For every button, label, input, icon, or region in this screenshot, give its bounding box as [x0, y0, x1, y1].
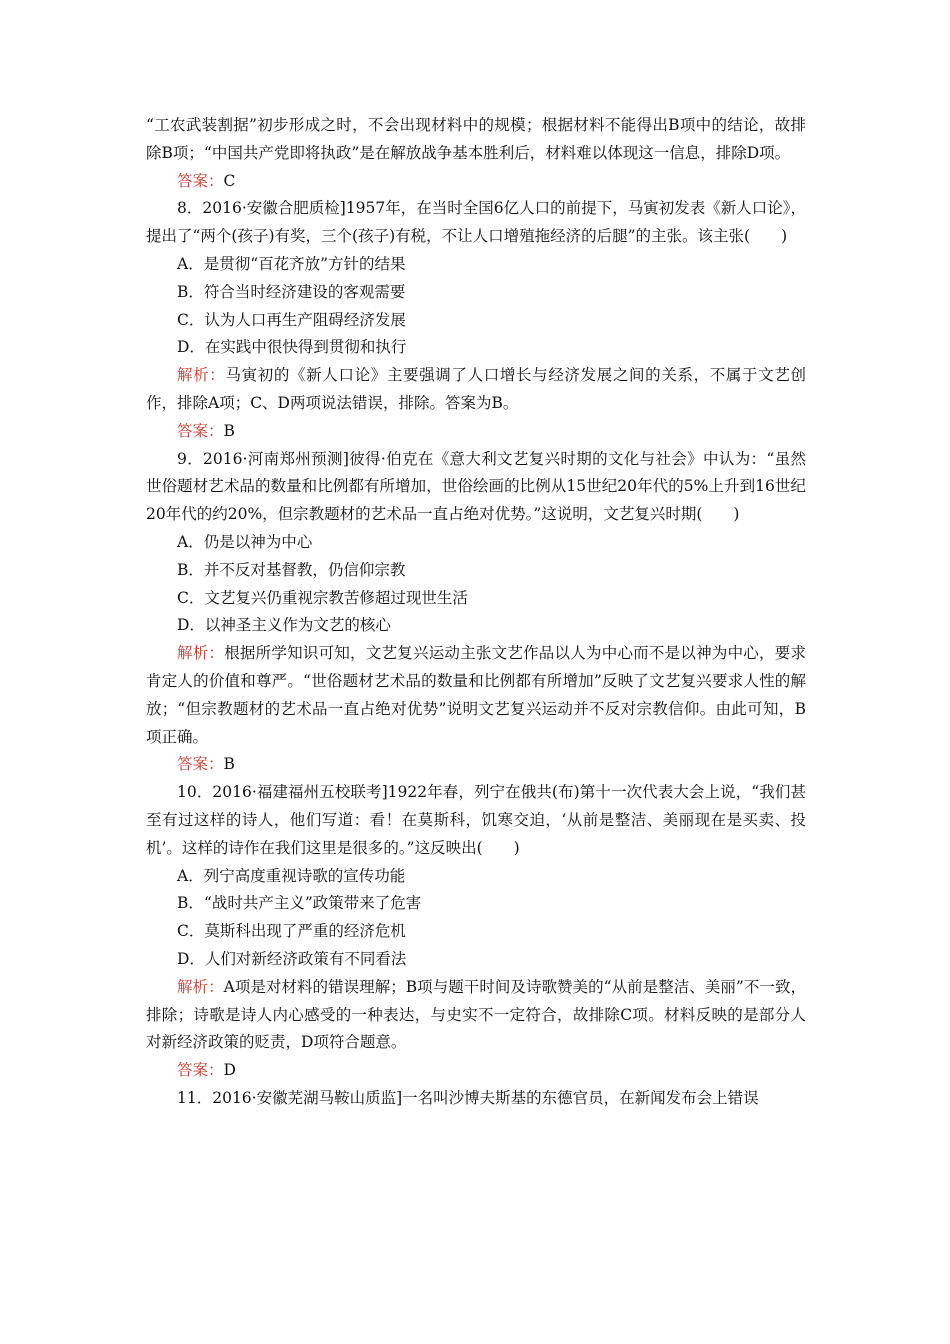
- q9-option-a: A．仍是以神为中心: [177, 532, 313, 551]
- document-page: [146, 112, 806, 1113]
- answer-label: 答案：: [177, 1061, 224, 1080]
- q9-answer: [146, 751, 806, 779]
- q8-analysis: [146, 362, 806, 418]
- analysis-text: 马寅初的《新人口论》主要强调了人口增长与经济发展之间的关系，不属于文艺创作，排除A项；C、D两项说法错误，排除。答案为B。: [146, 366, 806, 412]
- q8-option-c: C．认为人口再生产阻碍经济发展: [177, 310, 406, 329]
- answer-label: 答案：: [177, 171, 224, 190]
- q9-option-b: B．并不反对基督教，仍信仰宗教: [177, 560, 406, 579]
- answer-label: 答案：: [177, 755, 224, 774]
- q8-option-a: A．是贯彻“百花齐放”方针的结果: [177, 254, 406, 273]
- q8-option-b: B．符合当时经济建设的客观需要: [177, 282, 406, 301]
- q7-answer: [146, 168, 806, 196]
- q8-stem: 8．2016·安徽合肥质检]1957年，在当时全国6亿人口的前提下，马寅初发表《新人口论》，提出了“两个(孩子)有奖，三个(孩子)有税，不让人口增殖拖经济的后腿”的主张。该主张( ): [146, 199, 806, 246]
- q8-option-d: D．在实践中很快得到贯彻和执行: [177, 338, 407, 357]
- q11-stem: 11．2016·安徽芜湖马鞍山质监]一名叫沙博夫斯基的东德官员，在新闻发布会上错误: [177, 1088, 759, 1107]
- q10-answer: [146, 1057, 806, 1085]
- q9-option-c: C．文艺复兴仍重视宗教苦修超过现世生活: [177, 588, 468, 607]
- answer-label: 答案：: [177, 421, 224, 440]
- q10-option-a: A．列宁高度重视诗歌的宣传功能: [177, 866, 406, 885]
- analysis-label: 解析：: [177, 977, 224, 996]
- q9-stem: 9．2016·河南郑州预测]彼得·伯克在《意大利文艺复兴时期的文化与社会》中认为：“虽然世俗题材艺术品的数量和比例都有所增加，世俗绘画的比例从15世纪20年代的5%上升到16世纪20年代的约20%，但宗教题材的艺术品一直占绝对优势。”这说明，文艺复兴时期( ): [146, 449, 806, 524]
- analysis-text: A项是对材料的错误理解；B项与题干时间及诗歌赞美的“从前是整洁、美丽”不一致，排除；诗歌是诗人内心感受的一种表达，与史实不一定符合，故排除C项。材料反映的是部分人对新经济政策的贬责，D项符合题意。: [146, 977, 806, 1052]
- q10-stem: 10．2016·福建福州五校联考]1922年春，列宁在俄共(布)第十一次代表大会上说，“我们甚至有过这样的诗人，他们写道：看！在莫斯科，饥寒交迫，‘从前是整洁、美丽现在是买卖、投机’。这样的诗作在我们这里是很多的。”这反映出( ): [146, 783, 806, 857]
- answer-value: C: [223, 171, 236, 190]
- analysis-label: 解析：: [177, 366, 226, 385]
- answer-value: B: [223, 755, 235, 774]
- answer-value: B: [223, 421, 235, 440]
- q10-option-d: D．人们对新经济政策有不同看法: [177, 949, 407, 968]
- q8-answer: [146, 418, 806, 446]
- q9-option-d: D．以神圣主义作为文艺的核心: [177, 616, 391, 635]
- q10-option-b: B．“战时共产主义”政策带来了危害: [177, 894, 422, 913]
- analysis-text: 根据所学知识可知，文艺复兴运动主张文艺作品以人为中心而不是以神为中心，要求肯定人的价值和尊严。“世俗题材艺术品的数量和比例都有所增加”反映了文艺复兴要求人性的解放；“但宗教题材的艺术品一直占绝对优势”说明文艺复兴运动并不反对宗教信仰。由此可知，B项正确。: [146, 644, 806, 746]
- answer-value: D: [223, 1061, 236, 1080]
- analysis-label: 解析：: [177, 644, 225, 663]
- q10-analysis: [146, 974, 806, 1057]
- q7-explanation: “工农武装割据”初步形成之时，不会出现材料中的规模；根据材料不能得出B项中的结论，故排除B项；“中国共产党即将执政”是在解放战争基本胜利后，材料难以体现这一信息，排除D项。: [146, 116, 806, 162]
- q10-option-c: C．莫斯科出现了严重的经济危机: [177, 922, 406, 941]
- q9-analysis: [146, 640, 806, 751]
